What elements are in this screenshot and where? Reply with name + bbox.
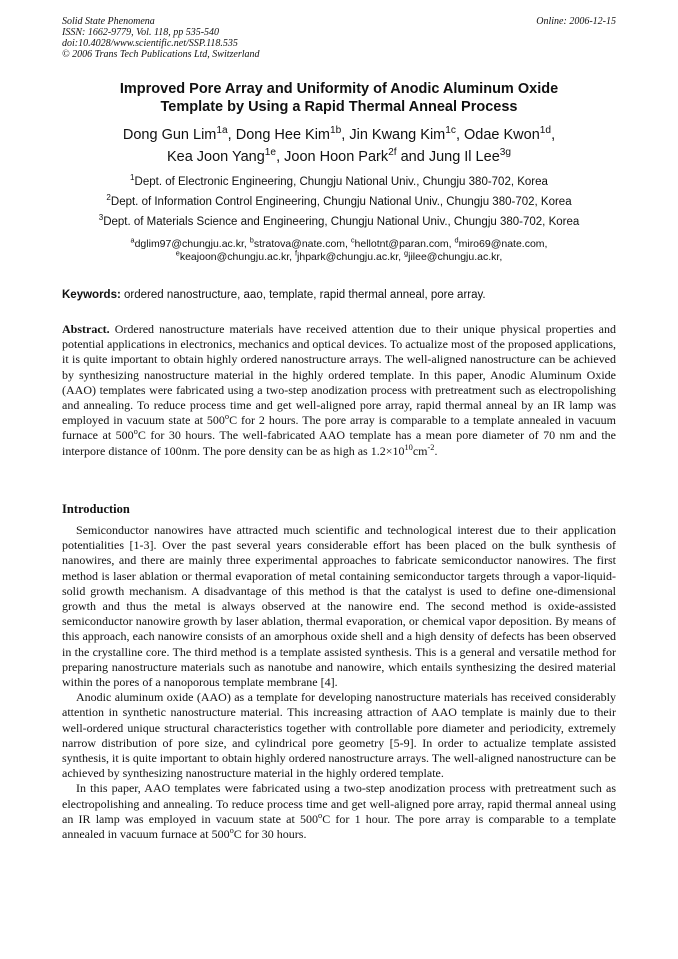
paragraph: Anodic aluminum oxide (AAO) as a template for developing nanostructure materials has received considerably attention in synthetic nanostructure material. This increasing attraction of AAO template is mainly due to their well-ordered unique structural characteristics together with controllable pore diameter and periodicity, extremely narrow distribution of pore size, and cylindrical pore geometry [5-9]. In order to actualize template assisted synthesis, it is quite important to obtain highly ordered nanostructure arrays. The well-aligned nanostructure can be achieved by synthesizing nanostructure material in the highly ordered template. — [62, 690, 616, 781]
email-list — [62, 235, 616, 264]
abstract-label: Abstract. — [62, 322, 110, 336]
author-name: Jung Il Lee — [428, 149, 500, 165]
keywords-label: Keywords: — [62, 289, 121, 301]
author-sup: 1d — [539, 125, 552, 137]
affiliation: $^2$Dept. of Information Control Engineering, Chungju National Univ., Chungju 380-702, Korea — [106, 193, 572, 208]
paragraph: In this paper, AAO templates were fabricated using a two-step anodization process with pretreatment such as electropolishing and annealing. To reduce process time and get well-aligned pore array, rapid thermal anneal using an IR lamp was employed in vacuum state at 500$^o$C for 1 hour. The pore array is comparable to a template annealed in vacuum furnace at 500$^o$C for 30 hours. — [62, 781, 617, 842]
keywords — [62, 288, 616, 302]
issn: ISSN: 1662-9779, Vol. 118, pp 535-540 — [62, 27, 220, 38]
author-name: Dong Hee Kim — [235, 127, 331, 143]
paper-title — [62, 80, 616, 116]
author-sup: 1e — [264, 147, 277, 159]
title-line-1: Improved Pore Array and Uniformity of Anodic Aluminum Oxide — [119, 81, 559, 97]
email-link[interactable]: jhpark@chungju.ac.kr, — [297, 251, 405, 263]
author-name: Kea Joon Yang — [166, 149, 265, 165]
email-link[interactable]: dglim97@chungju.ac.kr, — [134, 238, 250, 250]
affiliation: $^3$Dept. of Materials Science and Engineering, Chungju National Univ., Chungju 380-702, Korea — [98, 213, 580, 228]
email-line-1: $^a$dglim97@chungju.ac.kr, $^b$stratova@nate.com, $^c$hellotnt@paran.com, $^d$miro69@nate.com, — [130, 235, 548, 250]
journal-info — [62, 16, 260, 60]
email-link[interactable]: stratova@nate.com, — [253, 238, 351, 250]
paragraph: Semiconductor nanowires have attracted much scientific and technological interest due to their application potentialities [1-3]. Over the past several years considerable effort has been placed on the bulk synthesis of nanowires, and there are mainly three experimental approaches to fabricate semiconductor nanowires. The first method is laser ablation or thermal evaporation of metal containing semiconductor targets through a vapor-liquid-solid growth mechanism. A disadvantage of this method is that the catalyst is used to define one-dimensional growth and thus the metal is always observed at the nanowire end. The second method is oxide-assisted semiconductor nanowire growth by laser ablation, thermal evaporation, or chemical vapor deposition. By means of this approach, each nanowire consists of an amorphous oxide shell and a high density of defects has been observed in the crystalline core. The third method is a template assisted synthesis. This is a general and versatile method for preparing nanostructure materials such as nanotube and nanowire, which entails synthesizing the desired material within the pores of a nanoporous template membrane [4]. — [62, 523, 616, 690]
author-name: Odae Kwon — [464, 127, 540, 143]
email-link[interactable]: hellotnt@paran.com, — [354, 238, 455, 250]
author-line-1: Dong Gun Lim$^{1a}$, Dong Hee Kim$^{1b}$, Jin Kwang Kim$^{1c}$, Odae Kwon$^{1d}$, — [122, 125, 556, 143]
journal-name: Solid State Phenomena — [62, 16, 155, 27]
author-name: Joon Hoon Park — [284, 149, 389, 165]
author-list — [62, 124, 616, 168]
online-date: Online: 2006-12-15 — [536, 16, 616, 27]
affiliation-list — [62, 172, 616, 232]
email-link[interactable]: jilee@chungju.ac.kr, — [408, 251, 503, 263]
title-line-2: Template by Using a Rapid Thermal Anneal Process — [160, 99, 518, 115]
author-name: Jin Kwang Kim — [349, 127, 446, 143]
doi: doi:10.4028/www.scientific.net/SSP.118.535 — [62, 38, 238, 49]
section-heading-introduction: Introduction — [62, 502, 130, 516]
author-sup: 1b — [330, 125, 342, 137]
author-sup: 2f — [388, 147, 397, 159]
author-line-2: Kea Joon Yang$^{1e}$, Joon Hoon Park$^{2f}$ and Jung Il Lee$^{3g}$ — [166, 147, 512, 165]
copyright: © 2006 Trans Tech Publications Ltd, Switzerland — [62, 49, 260, 60]
author-sup: 1c — [445, 125, 456, 137]
abstract: Abstract. Ordered nanostructure materials have received attention due to their unique physical properties and potential applications in electronics, mechanics and optical devices. To actualize most of the proposed applications, it is quite important to obtain highly ordered nanostructure arrays. The well-aligned nanostructure can be achieved by synthesizing nanostructure material in the highly ordered template. In this paper, Anodic Aluminum Oxide (AAO) templates were fabricated using a two-step anodization process with pretreatment such as electropolishing and annealing. To reduce process time and get well-aligned pore array, rapid thermal anneal by an IR lamp was employed in vacuum state at 500$^o$C for 2 hours. The pore array is comparable to a template annealed in vacuum furnace at 500$^o$C for 30 hours. The well-fabricated AAO template has a mean pore diameter of 70 nm and the interpore distance of 100nm. The pore density can be as high as $1.2\times 10^{10}cm^{-2}$. — [62, 322, 616, 458]
author-name: Dong Gun Lim — [122, 127, 217, 143]
affiliation: $^1$Dept. of Electronic Engineering, Chungju National Univ., Chungju 380-702, Korea — [130, 173, 548, 188]
email-line-2: $^e$keajoon@chungju.ac.kr, $^f$jhpark@chungju.ac.kr, $^g$jilee@chungju.ac.kr, — [175, 248, 503, 263]
author-sup: 3g — [499, 147, 512, 159]
email-link[interactable]: keajoon@chungju.ac.kr, — [179, 251, 295, 263]
keywords-text: ordered nanostructure, aao, template, rapid thermal anneal, pore array. — [120, 289, 486, 301]
email-link[interactable]: miro69@nate.com, — [458, 238, 548, 250]
introduction-body — [62, 523, 616, 842]
author-sup: 1a — [216, 125, 228, 137]
